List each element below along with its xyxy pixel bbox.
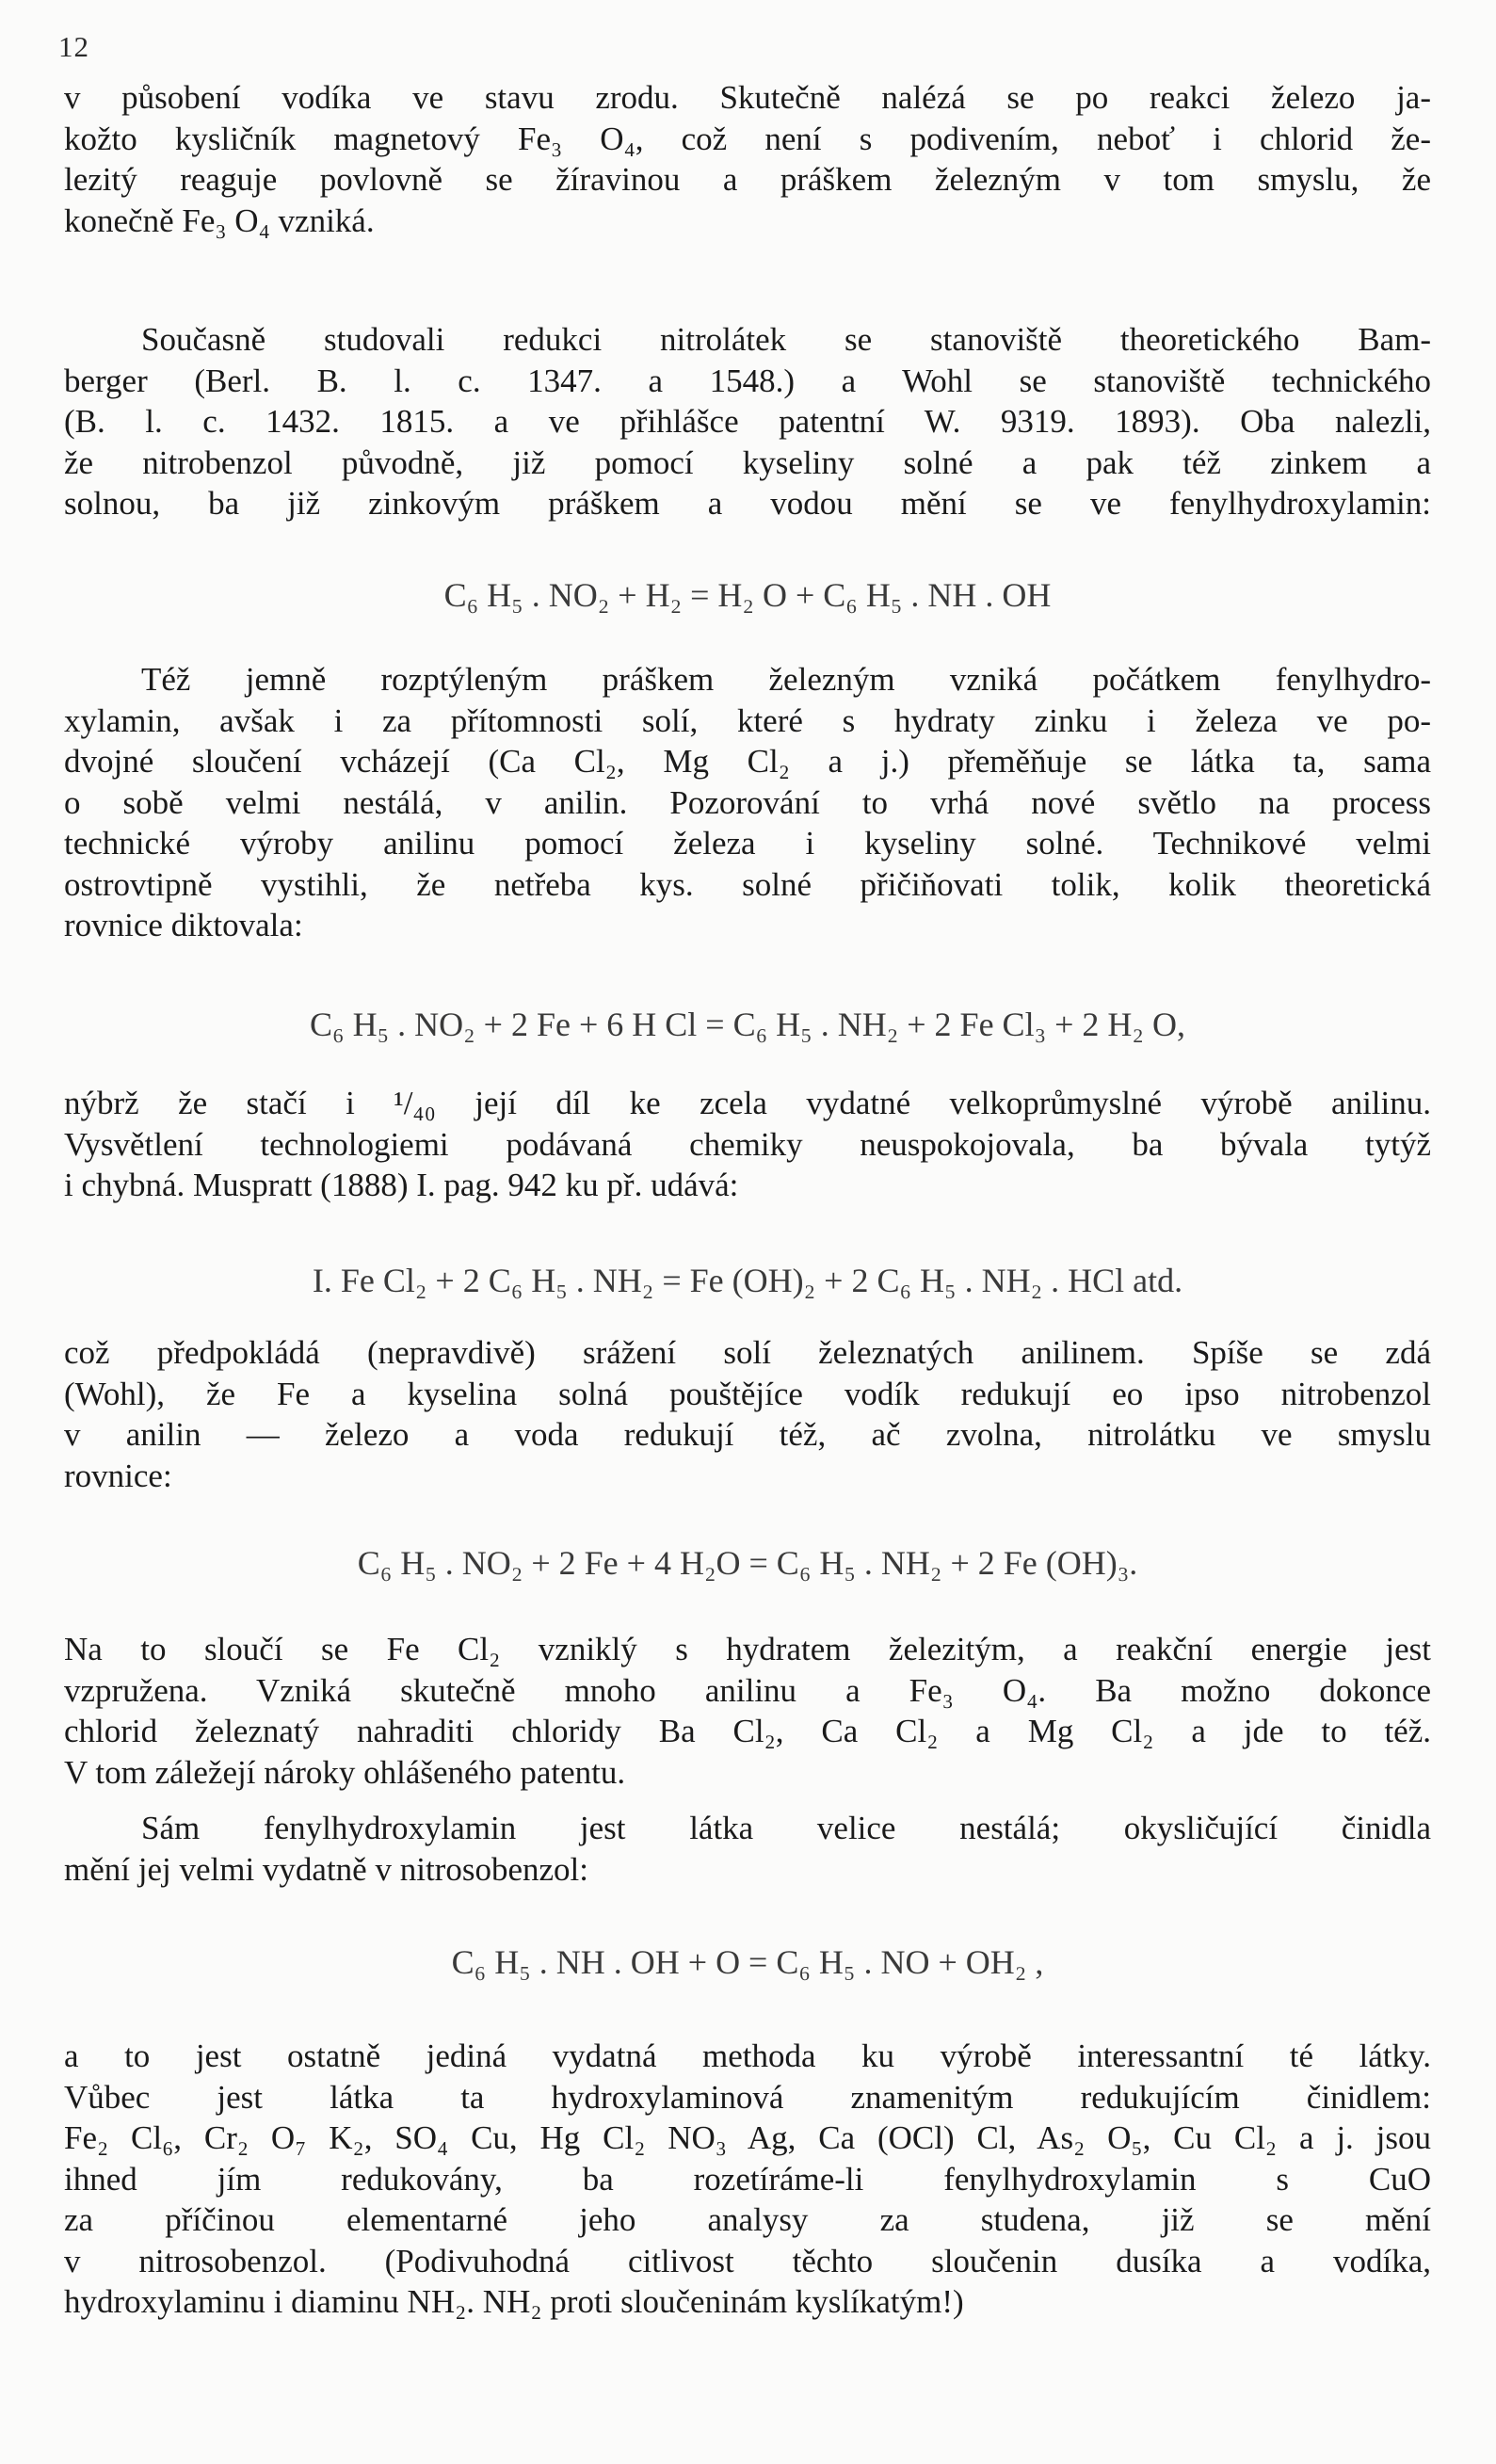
- text-line: Současně studovali redukci nitrolátek se stanoviště theoretického Bam-: [141, 321, 1431, 358]
- equation-5: C₆ H₅ . NH . OH + O = C₆ H₅ . NO + OH₂ ,: [451, 1943, 1044, 1981]
- text-line: v působení vodíka ve stavu zrodu. Skutečně nalézá se po reakci železo ja-: [64, 79, 1431, 116]
- text-line: Vůbec jest látka ta hydroxylaminová znamenitým redukujícím činidlem:: [64, 2078, 1431, 2116]
- text-line: dvojné sloučení vcházejí (Ca Cl₂, Mg Cl₂ a j.) přeměňuje se látka ta, sama: [64, 743, 1431, 780]
- text-line: Vysvětlení technologiemi podávaná chemiky neuspokojovala, ba bývala tytýž: [64, 1125, 1431, 1163]
- text-line: a to jest ostatně jediná vydatná methoda ku výrobě interessantní té látky.: [64, 2037, 1431, 2074]
- text-line: lezitý reaguje povlovně se žíravinou a práškem železným v tom smyslu, že: [64, 161, 1431, 198]
- paragraph-6: [64, 1629, 1431, 1793]
- text-line: solnou, ba již zinkovým práškem a vodou mění se ve fenylhydroxylamin:: [64, 485, 1431, 522]
- text-line: nýbrž že stačí i ¹/₄₀ její díl ke zcela vydatné velkoprůmyslné výrobě anilinu.: [64, 1085, 1431, 1121]
- paragraph-3: [64, 659, 1431, 946]
- text-line: V tom záležejí nároky ohlášeného patentu.: [64, 1753, 626, 1791]
- paragraph-5: [64, 1332, 1431, 1496]
- text-line: (B. l. c. 1432. 1815. a ve přihlášce patentní W. 9319. 1893). Oba nalezli,: [64, 403, 1431, 440]
- text-line: Na to sloučí se Fe Cl₂ vzniklý s hydratem železitým, a reakční energie jest: [64, 1631, 1431, 1667]
- text-line: hydroxylaminu i diaminu NH₂. NH₂ proti sloučeninám kyslíkatým!): [64, 2283, 964, 2320]
- text-line: v anilin — železo a voda redukují též, ač zvolna, nitrolátku ve smyslu: [64, 1416, 1431, 1453]
- text-line: technické výroby anilinu pomocí železa i kyseliny solné. Technikové velmi: [64, 825, 1431, 862]
- text-line: konečně Fe₃ O₄ vzniká.: [64, 201, 375, 239]
- text-line: vzpružena. Vzniká skutečně mnoho anilinu a Fe₃ O₄. Ba možno dokonce: [64, 1671, 1431, 1709]
- text-line: Fe₂ Cl₆, Cr₂ O₇ K₂, SO₄ Cu, Hg Cl₂ NO₃ Ag, Ca (OCl) Cl, As₂ O₅, Cu Cl₂ a j. jsou: [64, 2119, 1431, 2156]
- text-line: i chybná. Muspratt (1888) I. pag. 942 ku př. udává:: [64, 1167, 739, 1203]
- paragraph-8: [64, 2036, 1431, 2323]
- text-line: Sám fenylhydroxylamin jest látka velice nestálá; okysličující činidla: [141, 1810, 1431, 1846]
- text-line: (Wohl), že Fe a kyselina solná pouštějíce vodík redukují eo ipso nitrobenzol: [64, 1375, 1431, 1412]
- text-line: rovnice:: [64, 1457, 172, 1494]
- text-line: o sobě velmi nestálá, v anilin. Pozorování to vrhá nové světlo na process: [64, 783, 1431, 821]
- equation-3: I. Fe Cl₂ + 2 C₆ H₅ . NH₂ = Fe (OH)₂ + 2 C₆ H₅ . NH₂ . HCl atd.: [312, 1262, 1183, 1299]
- text-line: v nitrosobenzol. (Podivuhodná citlivost těchto sloučenin dusíka a vodíka,: [64, 2242, 1431, 2279]
- text-line: za příčinou elementarné jeho analysy za studena, již se mění: [64, 2201, 1431, 2238]
- text-line: xylamin, avšak i za přítomnosti solí, které s hydraty zinku i železa ve po-: [64, 701, 1431, 739]
- text-line: ostrovtipně vystihli, že netřeba kys. solné přičiňovati tolik, kolik theoretická: [64, 865, 1431, 903]
- text-line: Též jemně rozptýleným práškem železným vzniká počátkem fenylhydro-: [141, 661, 1431, 698]
- equation-2: C₆ H₅ . NO₂ + 2 Fe + 6 H Cl = C₆ H₅ . NH₂ + 2 Fe Cl₃ + 2 H₂ O,: [310, 1006, 1185, 1043]
- text-line: ihned jím redukovány, ba rozetíráme-li fenylhydroxylamin s CuO: [64, 2160, 1431, 2198]
- text-line: což předpokládá (nepravdivě) srážení solí železnatých anilinem. Spíše se zdá: [64, 1334, 1431, 1371]
- text-line: rovnice diktovala:: [64, 907, 303, 943]
- text-line: mění jej velmi vydatně v nitrosobenzol:: [64, 1850, 588, 1888]
- paragraph-4: [64, 1083, 1431, 1206]
- equation-1: C₆ H₅ . NO₂ + H₂ = H₂ O + C₆ H₅ . NH . OH: [443, 576, 1052, 614]
- text-line: kožto kysličník magnetový Fe₃ O₄, což není s podivením, neboť i chlorid že-: [64, 120, 1431, 157]
- text-line: chlorid železnatý nahraditi chloridy Ba Cl₂, Ca Cl₂ a Mg Cl₂ a jde to též.: [64, 1713, 1431, 1749]
- text-line: že nitrobenzol původně, již pomocí kyseliny solné a pak též zinkem a: [64, 443, 1431, 481]
- page-number: 12: [58, 30, 89, 63]
- equation-4: C₆ H₅ . NO₂ + 2 Fe + 4 H₂O = C₆ H₅ . NH₂ + 2 Fe (OH)₃.: [357, 1544, 1138, 1582]
- text-line: berger (Berl. B. l. c. 1347. a 1548.) a Wohl se stanoviště technického: [64, 362, 1431, 399]
- paragraph-2: [64, 319, 1431, 524]
- paragraph-1: [64, 77, 1431, 241]
- paragraph-7: [64, 1808, 1431, 1890]
